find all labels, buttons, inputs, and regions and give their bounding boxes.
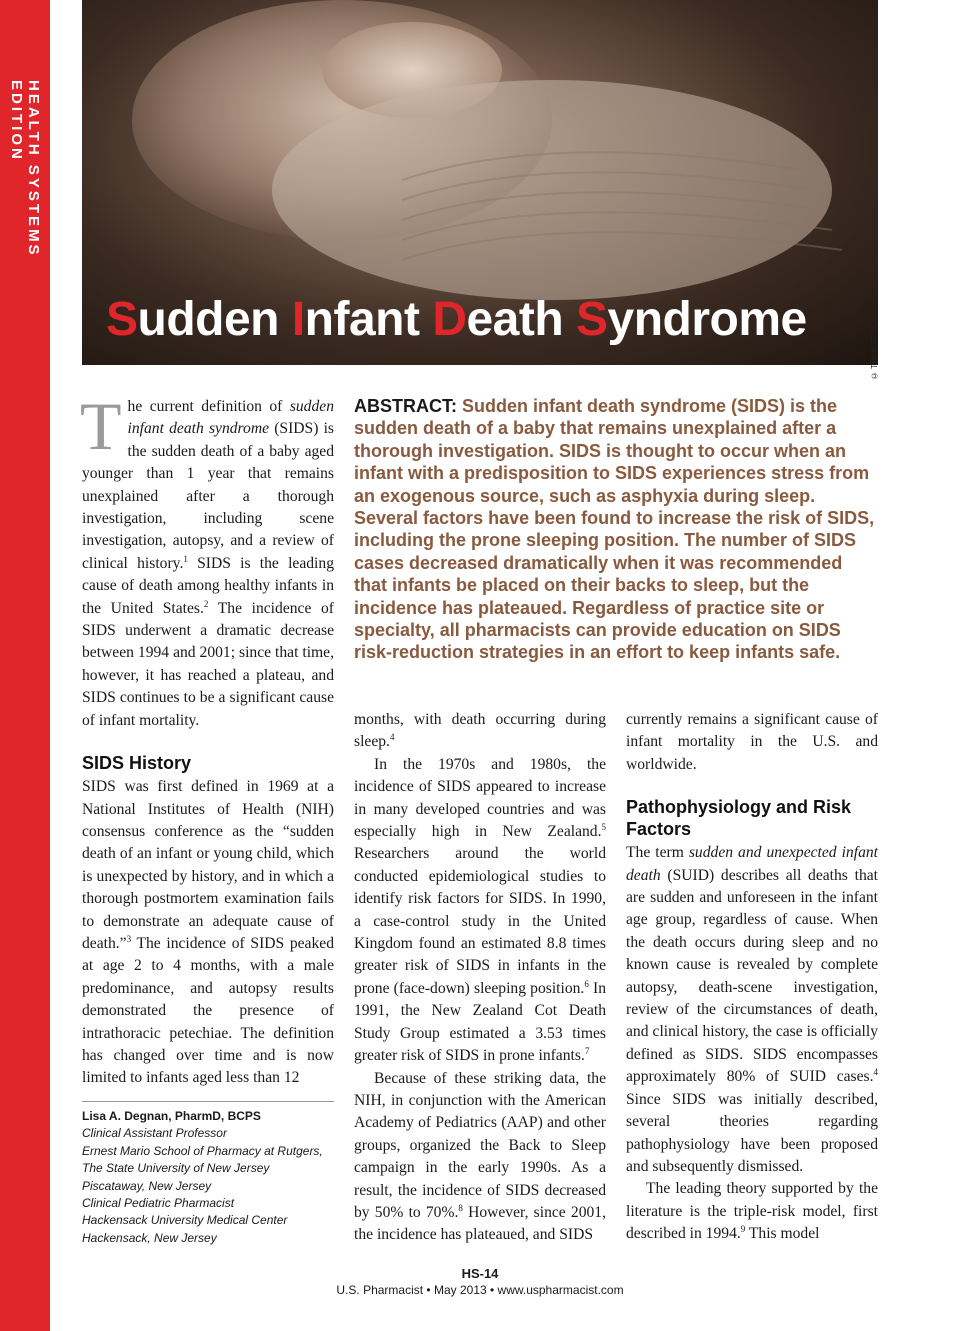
author-affiliation-line: Clinical Assistant Professor [82,1126,227,1141]
history-paragraph-2: In the 1970s and 1980s, the incidence of SIDS appeared to increase in many developed countries and was especially high in New Zealand.$^5$ Researchers around the world conducted epidemiological studies to identify risk factors for SIDS. In 1990, a case-control study in the United Kingdom found an estimated 8.8 times greater risk of SIDS in infants in the prone (face-down) sleeping position.$^6$ In 1991, the New Zealand Cot Death Study Group estimated a 3.53 times greater risk of SIDS in prone infants.$^7$ [354,755,606,1065]
history-paragraph-3: Because of these striking data, the NIH, in conjunction with the American Academy of Pediatrics (AAP) and other groups, organized the Back to Sleep campaign in the early 1990s. As a result, the incidence of SIDS decreased by 50% to 70%.$^8$ However, since 2001, the incidence has plateaued, and SIDS [354,1069,607,1244]
citation-ref: 8 [458,1202,463,1213]
intro-paragraph: The current definition of sudden infant death syndrome (SIDS) is the sudden death of a baby aged younger than 1 year that remains unexplained after a thorough investigation, including scene investigation, autopsy, and a review of clinical history.$^1$ SIDS is the leading cause of death among healthy infants in the United States.$^2$ The incidence of SIDS underwent a dramatic decrease between 1994 and 2001; since that time, however, it has reached a plateau, and SIDS continues to be a significant cause of infant mortality. [80,388,334,729]
author-affiliation-line: The State University of New Jersey [82,1161,270,1176]
citation-ref: 1 [183,553,188,564]
column-1 [80,388,334,1090]
pathophysiology-paragraph: The term sudden and unexpected infant death (SUID) describes all deaths that are sudden and unforeseen in the infant age group, regardless of cause. When the death occurs during sleep and no known cause is revealed by complete autopsy, death-scene investigation, review of the circumstances of death, and clinical history, the case is officially defined as SIDS. SIDS encompasses approximately 80% of SUID cases.$^4$ Since SIDS was initially described, several theories regarding pathophysiology have been proposed and subsequently dismissed. [626,844,878,1175]
abstract-box [354,395,878,664]
abstract-text: Sudden infant death syndrome (SIDS) is the sudden death of a baby that remains unexplained after a thorough investigation. SIDS is thought to occur when an infant with a predisposition to SIDS experiences stress from an exogenous source, such as asphyxia during sleep. Several factors have been found to increase the risk of SIDS, including the prone sleeping position. The number of SIDS cases decreased dramatically when it was recommended that infants be placed on their backs to sleep, but the incidence has plateaued. Regardless of practice site or specialty, all pharmacists can provide education on SIDS risk-reduction strategies in an effort to keep infants safe. [354,396,875,663]
author-affiliation-line: Ernest Mario School of Pharmacy at Rutgers, [82,1143,323,1158]
page-footer [0,1266,960,1298]
author-affiliation-line: Clinical Pediatric Pharmacist [82,1196,235,1211]
drop-cap: T [80,388,122,464]
column-2 [354,709,606,1247]
citation-ref: 6 [584,978,589,989]
history-continued-2: currently remains a significant cause of infant mortality in the U.S. and worldwide. [626,711,878,773]
hero-image [82,0,878,365]
author-name: Lisa A. Degnan, PharmD, BCPS [82,1109,261,1123]
history-continued: months, with death occurring during sleep.$^4$ [354,711,606,751]
title-word: Sudden [106,293,292,346]
edition-label: HEALTH SYSTEMS EDITION [8,80,42,258]
abstract-label: ABSTRACT: [354,396,457,416]
publication-info: U.S. Pharmacist • May 2013 • www.uspharmacist.com [336,1283,624,1297]
citation-ref: 5 [601,821,606,832]
citation-ref: 7 [584,1045,590,1056]
photo-credit: © THINKSTOCK [870,317,879,380]
citation-ref: 4 [873,1067,878,1078]
author-affiliation-line: Piscataway, New Jersey [82,1178,212,1193]
author-box [82,1101,334,1247]
citation-ref: 9 [740,1223,746,1234]
column-3 [626,709,878,1246]
citation-ref: 4 [389,732,395,743]
citation-ref: 3 [126,933,132,944]
section-heading-pathophysiology: Pathophysiology and Risk Factors [626,797,852,840]
section-heading-history: SIDS History [82,753,192,774]
title-word: Syndrome [576,293,807,346]
citation-ref: 2 [203,598,209,609]
pathophysiology-paragraph-2: The leading theory supported by the literature is the triple-risk model, first described in 1994.$^9$ This model [626,1180,878,1243]
infant-body-shape [272,80,832,300]
author-affiliation-line: Hackensack, New Jersey [82,1230,217,1245]
author-affiliation-line: Hackensack University Medical Center [82,1213,288,1228]
page-title [106,292,807,347]
page-number: HS-14 [461,1266,499,1281]
edition-side-band [0,0,50,1331]
title-word: Death [432,293,577,346]
title-word: Infant [291,293,433,346]
history-paragraph: SIDS was first defined in 1969 at a National Institutes of Health (NIH) consensus conference as the “sudden death of an infant or young child, which is unexpected by history, and in which a thorough postmortem examination fails to demonstrate an adequate cause of death.”$^3$ The incidence of SIDS peaked at age 2 to 4 months, with a male predominance, and autopsy results demonstrated the presence of intrathoracic petechiae. The definition has changed over time and is now limited to infants aged less than 12 [82,778,334,1087]
